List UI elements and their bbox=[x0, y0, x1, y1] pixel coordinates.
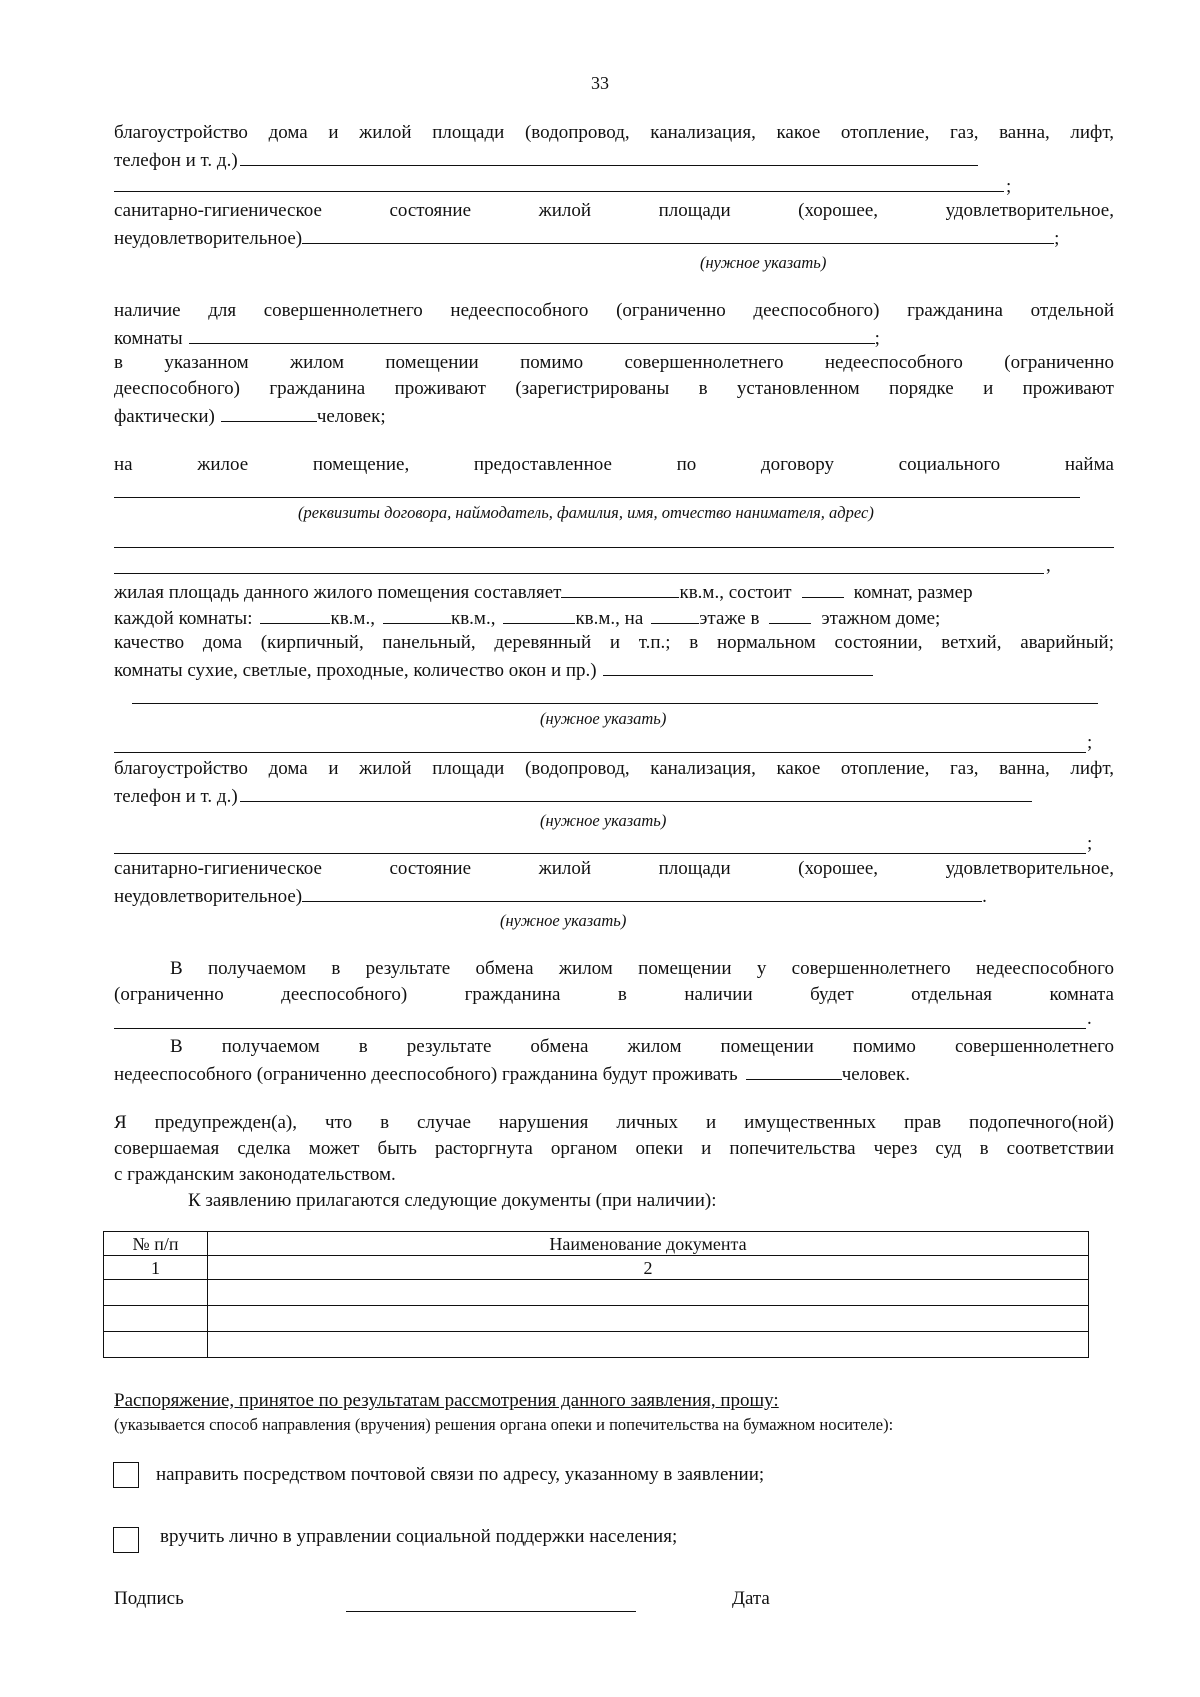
table-header-name: Наименование документа bbox=[208, 1232, 1089, 1256]
s6-end: ; bbox=[1087, 833, 1093, 854]
s9-line3: с гражданским законодательством. bbox=[114, 1164, 396, 1185]
table-cell[interactable] bbox=[104, 1332, 208, 1358]
decision-title: Распоряжение, принятое по результатам рассмотрения данного заявления, прошу: bbox=[114, 1390, 779, 1411]
house-quality-field[interactable] bbox=[603, 656, 873, 676]
option-post-label: направить посредством почтовой связи по адресу, указанному в заявлении; bbox=[156, 1464, 765, 1485]
s3-line5: фактически) человек; bbox=[114, 402, 1114, 428]
s9-line4: К заявлению прилагаются следующие документы (при наличии): bbox=[188, 1190, 717, 1211]
house-quality-field-2[interactable] bbox=[132, 703, 1098, 704]
s7-line2: неудовлетворительное) . bbox=[114, 882, 1114, 908]
signature-field[interactable] bbox=[346, 1611, 636, 1612]
table-cell[interactable] bbox=[208, 1332, 1089, 1358]
room3-area-field[interactable] bbox=[503, 604, 575, 624]
separate-room-new-field[interactable] bbox=[114, 1028, 1086, 1029]
s6-line1: благоустройство дома и жилой площади (водопровод, канализация, какое отопление, газ, ванна, лифт, bbox=[114, 758, 1114, 779]
improvement-field[interactable] bbox=[240, 146, 978, 166]
s7-line1: санитарно-гигиеническое состояние жилой площади (хорошее, удовлетворительное, bbox=[114, 858, 1114, 879]
s1-line3: ; bbox=[114, 172, 1114, 198]
table-header-number: № п/п bbox=[104, 1232, 208, 1256]
s3-line2: комнаты ; bbox=[114, 324, 1114, 350]
s6-line2: телефон и т. д.) bbox=[114, 782, 1114, 808]
s4-caption: (реквизиты договора, наймодатель, фамилия, имя, отчество нанимателя, адрес) bbox=[298, 503, 874, 522]
s5-hint: (нужное указать) bbox=[540, 709, 667, 728]
s9-line1: Я предупрежден(а), что в случае нарушения личных и имущественных прав подопечного(ной) bbox=[114, 1112, 1114, 1133]
room1-area-field[interactable] bbox=[260, 604, 330, 624]
improvement2-field-cont[interactable] bbox=[114, 853, 1086, 854]
s5-line3: качество дома (кирпичный, панельный, деревянный и т.п.; в нормальном состоянии, ветхий, аварийный; bbox=[114, 632, 1114, 653]
s8-line4: В получаемом в результате обмена жилом помещении помимо совершеннолетнего bbox=[170, 1036, 1114, 1057]
table-cell[interactable] bbox=[104, 1306, 208, 1332]
new-residents-count-field[interactable] bbox=[746, 1060, 842, 1080]
living-area-field[interactable] bbox=[561, 578, 679, 598]
floors-total-field[interactable] bbox=[769, 604, 811, 624]
s8-line2: (ограниченно дееспособного) гражданина в наличии будет отдельная комната bbox=[114, 984, 1114, 1005]
s1-line2: телефон и т. д.) bbox=[114, 146, 1114, 172]
s5-line2: каждой комнаты: кв.м., кв.м., кв.м., на этаже в этажном доме; bbox=[114, 604, 1114, 630]
page-number: 33 bbox=[591, 73, 609, 93]
s8-line1: В получаемом в результате обмена жилом помещении у совершеннолетнего недееспособного bbox=[170, 958, 1114, 979]
decision-note: (указывается способ направления (вручения) решения органа опеки и попечительства на бумажном носителе): bbox=[114, 1415, 894, 1434]
s2-line1: санитарно-гигиеническое состояние жилой площади (хорошее, удовлетворительное, bbox=[114, 200, 1114, 221]
s9-line2: совершаемая сделка может быть расторгнута органом опеки и попечительства через суд в соответствии bbox=[114, 1138, 1114, 1159]
lease-details-field-2[interactable] bbox=[114, 547, 1114, 548]
sanitary2-field[interactable] bbox=[302, 882, 982, 902]
improvement-field-cont[interactable] bbox=[114, 172, 1004, 192]
rooms-count-field[interactable] bbox=[802, 578, 844, 598]
lease-details-field-3[interactable] bbox=[114, 573, 1044, 574]
s2-hint: (нужное указать) bbox=[700, 253, 827, 272]
s4-line1: на жилое помещение, предоставленное по договору социального найма bbox=[114, 454, 1114, 475]
s8-line5: недееспособного (ограниченно дееспособного) гражданина будут проживать человек. bbox=[114, 1060, 1114, 1086]
s5-end: ; bbox=[1087, 732, 1093, 753]
table-header-row bbox=[104, 1232, 1089, 1256]
residents-count-field[interactable] bbox=[221, 402, 317, 422]
table-numbering-row bbox=[104, 1256, 1089, 1280]
documents-table bbox=[103, 1231, 1089, 1358]
s1-line1: благоустройство дома и жилой площади (водопровод, канализация, какое отопление, газ, ванна, лифт, bbox=[114, 122, 1114, 143]
table-cell[interactable] bbox=[208, 1306, 1089, 1332]
table-cell[interactable] bbox=[104, 1280, 208, 1306]
option-in-person-label: вручить лично в управлении социальной поддержки населения; bbox=[160, 1526, 678, 1547]
sanitary-field[interactable] bbox=[302, 224, 1054, 244]
s3-line1: наличие для совершеннолетнего недееспособного (ограниченно дееспособного) гражданина отдельной bbox=[114, 300, 1114, 321]
table-cell[interactable] bbox=[208, 1280, 1089, 1306]
s7-hint: (нужное указать) bbox=[500, 911, 627, 930]
s4-end: , bbox=[1046, 555, 1051, 576]
house-quality-field-3[interactable] bbox=[114, 752, 1086, 753]
signature-label: Подпись bbox=[114, 1588, 184, 1609]
s8-end: . bbox=[1087, 1008, 1092, 1029]
lease-details-field[interactable] bbox=[114, 497, 1080, 498]
s5-line1: жилая площадь данного жилого помещения составляет кв.м., состоит комнат, размер bbox=[114, 578, 1114, 604]
improvement2-field[interactable] bbox=[240, 782, 1032, 802]
s6-hint: (нужное указать) bbox=[540, 811, 667, 830]
option-post-checkbox[interactable] bbox=[113, 1462, 139, 1488]
table-row[interactable] bbox=[104, 1306, 1089, 1332]
floor-field[interactable] bbox=[651, 604, 699, 624]
room2-area-field[interactable] bbox=[383, 604, 451, 624]
option-in-person-checkbox[interactable] bbox=[113, 1527, 139, 1553]
table-col-number-1: 1 bbox=[104, 1256, 208, 1280]
separate-room-field[interactable] bbox=[189, 324, 875, 344]
s3-line3: в указанном жилом помещении помимо совершеннолетнего недееспособного (ограниченно bbox=[114, 352, 1114, 373]
table-row[interactable] bbox=[104, 1332, 1089, 1358]
s3-line4: дееспособного) гражданина проживают (зарегистрированы в установленном порядке и проживают bbox=[114, 378, 1114, 399]
s2-line2: неудовлетворительное) ; bbox=[114, 224, 1114, 250]
table-col-number-2: 2 bbox=[208, 1256, 1089, 1280]
table-row[interactable] bbox=[104, 1280, 1089, 1306]
date-label: Дата bbox=[732, 1588, 770, 1609]
s5-line4: комнаты сухие, светлые, проходные, количество окон и пр.) bbox=[114, 656, 1114, 682]
